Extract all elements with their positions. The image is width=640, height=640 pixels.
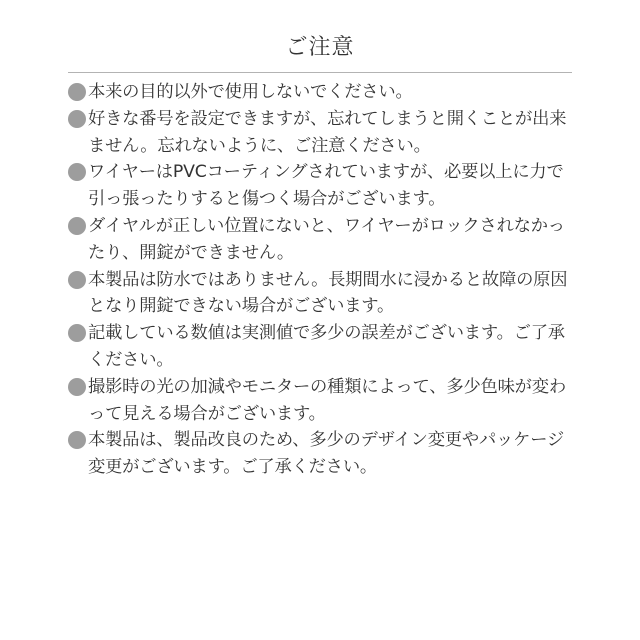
notice-text: 本製品は防水ではありません。長期間水に浸かると故障の原因となり開錠できない場合がございます。 bbox=[88, 269, 568, 317]
notice-item-1 bbox=[68, 79, 578, 106]
notice-item-7 bbox=[68, 374, 578, 428]
notice-item-6 bbox=[68, 320, 578, 374]
notice-text: 撮影時の光の加減やモニターの種類によって、多少色味が変わって見える場合がございます。 bbox=[88, 376, 566, 424]
notice-text: 本来の目的以外で使用しないでください。 bbox=[88, 82, 413, 102]
notice-item-2 bbox=[68, 106, 578, 160]
bullet-circle-icon bbox=[68, 324, 86, 342]
bullet-circle-icon bbox=[68, 217, 86, 235]
bullet-circle-icon bbox=[68, 83, 86, 101]
notice-text: ワイヤーはPVCコーティングされていますが、必要以上に力で引っ張ったりすると傷つく場合がございます。 bbox=[88, 162, 564, 210]
bullet-circle-icon bbox=[68, 378, 86, 396]
bullet-circle-icon bbox=[68, 110, 86, 128]
bullet-circle-icon bbox=[68, 163, 86, 181]
page-title: ご注意 bbox=[285, 35, 355, 60]
notice-text: 本製品は、製品改良のため、多少のデザイン変更やパッケージ変更がございます。ご了承ください。 bbox=[88, 430, 565, 478]
bullet-circle-icon bbox=[68, 271, 86, 289]
notice-list bbox=[68, 79, 578, 481]
notice-item-5 bbox=[68, 267, 578, 321]
notice-item-4 bbox=[68, 213, 578, 267]
bullet-circle-icon bbox=[68, 431, 86, 449]
title-divider bbox=[68, 72, 572, 73]
notice-text: 好きな番号を設定できますが、忘れてしまうと開くことが出来ません。忘れないように、ご注意ください。 bbox=[88, 108, 567, 156]
notice-text: ダイヤルが正しい位置にないと、ワイヤーがロックされなかったり、開錠ができません。 bbox=[88, 215, 565, 263]
notice-item-3 bbox=[68, 159, 578, 213]
notice-text: 記載している数値は実測値で多少の誤差がございます。ご了承ください。 bbox=[88, 323, 565, 370]
notice-item-8 bbox=[68, 427, 578, 481]
